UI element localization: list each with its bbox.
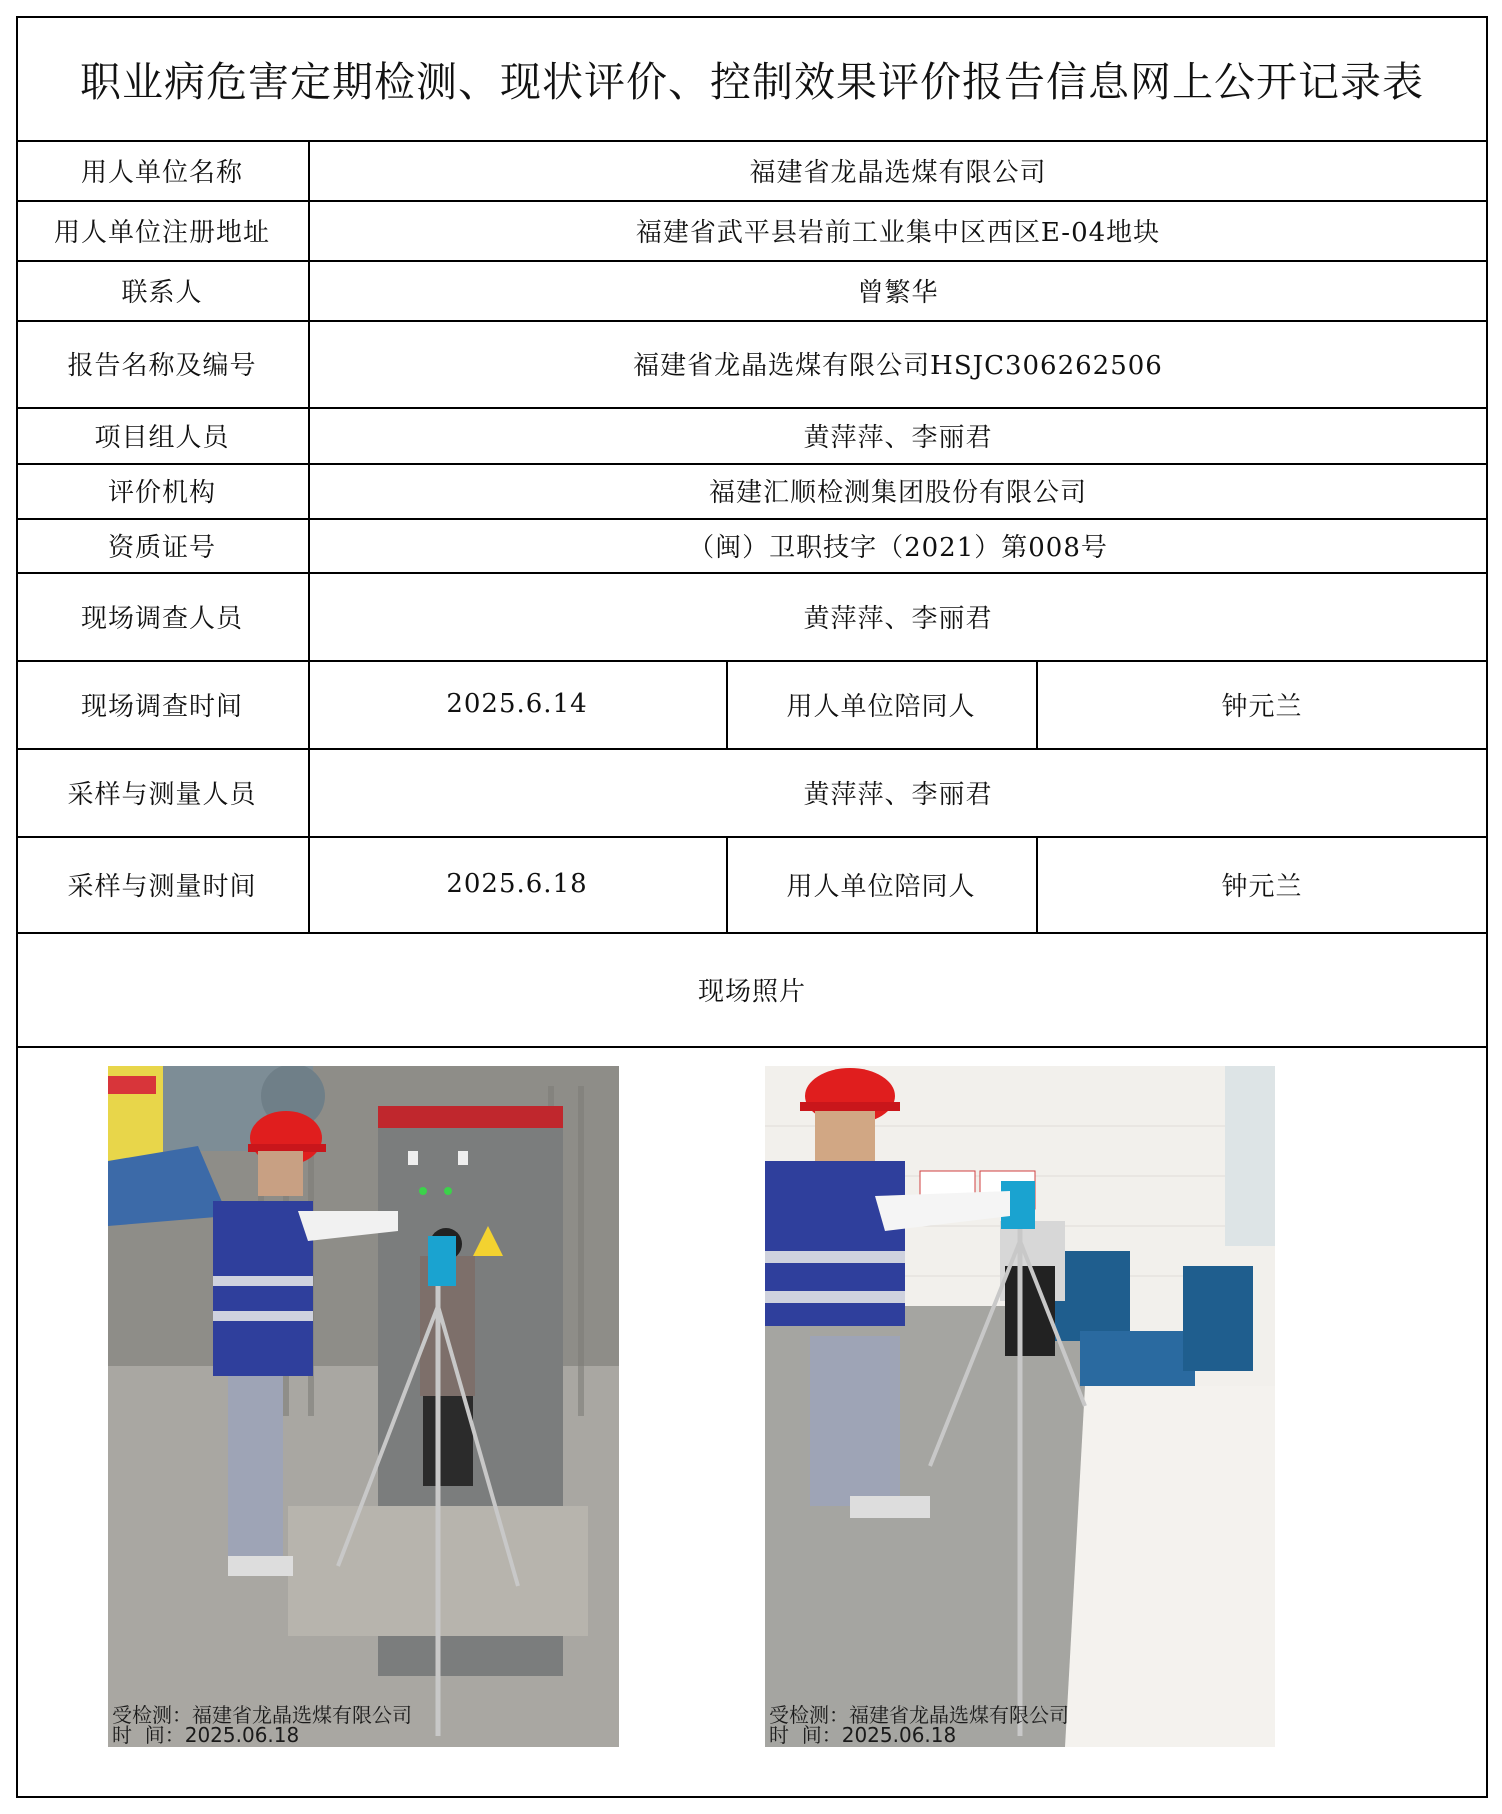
survey-staff-label: 现场调查人员 [80,603,243,634]
photos-header: 现场照片 [697,976,806,1007]
sampling-time-value: 2025.6.18 [446,869,588,899]
survey-companion-label: 用人单位陪同人 [786,691,976,722]
survey-time-label: 现场调查时间 [80,691,243,722]
site-photo-2-image [765,1066,1275,1747]
evaluation-agency-label: 评价机构 [107,478,216,508]
contact-label: 联系人 [121,277,203,308]
photo-2-caption-subject: 受检测：福建省龙晶选煤有限公司 [769,1703,1069,1727]
survey-time-value: 2025.6.14 [446,689,588,719]
employer-address-label: 用人单位注册地址 [53,217,270,248]
photo-2-caption-time: 时 间：2025.06.18 [769,1723,957,1747]
table-border-bottom [16,1796,1488,1798]
sampling-staff-label: 采样与测量人员 [67,779,257,810]
evaluation-agency-value: 福建汇顺检测集团股份有限公司 [708,478,1087,508]
report-name-label: 报告名称及编号 [67,351,257,381]
site-photo-1-image [108,1066,619,1747]
sampling-companion-value: 钟元兰 [1221,871,1303,902]
photo-1-caption [112,1705,412,1745]
survey-companion-value: 钟元兰 [1221,691,1303,722]
sampling-time-label: 采样与测量时间 [67,871,257,902]
employer-name-label: 用人单位名称 [80,157,243,188]
site-photo-2 [765,1066,1275,1747]
photo-1-caption-subject: 受检测：福建省龙晶选煤有限公司 [112,1703,412,1727]
photo-1-caption-time: 时 间：2025.06.18 [112,1723,300,1747]
record-table [16,16,1486,1797]
report-name-value: 福建省龙晶选煤有限公司HSJC306262506 [633,351,1163,381]
survey-staff-value: 黄萍萍、李丽君 [803,603,993,634]
qualification-value: （闽）卫职技字（2021）第008号 [688,532,1108,563]
contact-value: 曾繁华 [857,277,939,308]
sampling-staff-value: 黄萍萍、李丽君 [803,779,993,810]
document-title: 职业病危害定期检测、现状评价、控制效果评价报告信息网上公开记录表 [80,57,1424,106]
employer-name-value: 福建省龙晶选煤有限公司 [749,157,1047,188]
project-members-value: 黄萍萍、李丽君 [803,422,993,453]
project-members-label: 项目组人员 [94,422,230,453]
sampling-companion-label: 用人单位陪同人 [786,871,976,902]
photo-2-caption [769,1705,1069,1745]
employer-address-value: 福建省武平县岩前工业集中区西区E-04地块 [635,217,1161,248]
qualification-label: 资质证号 [107,532,216,563]
row-divider [16,1046,1488,1048]
site-photo-1 [108,1066,619,1747]
